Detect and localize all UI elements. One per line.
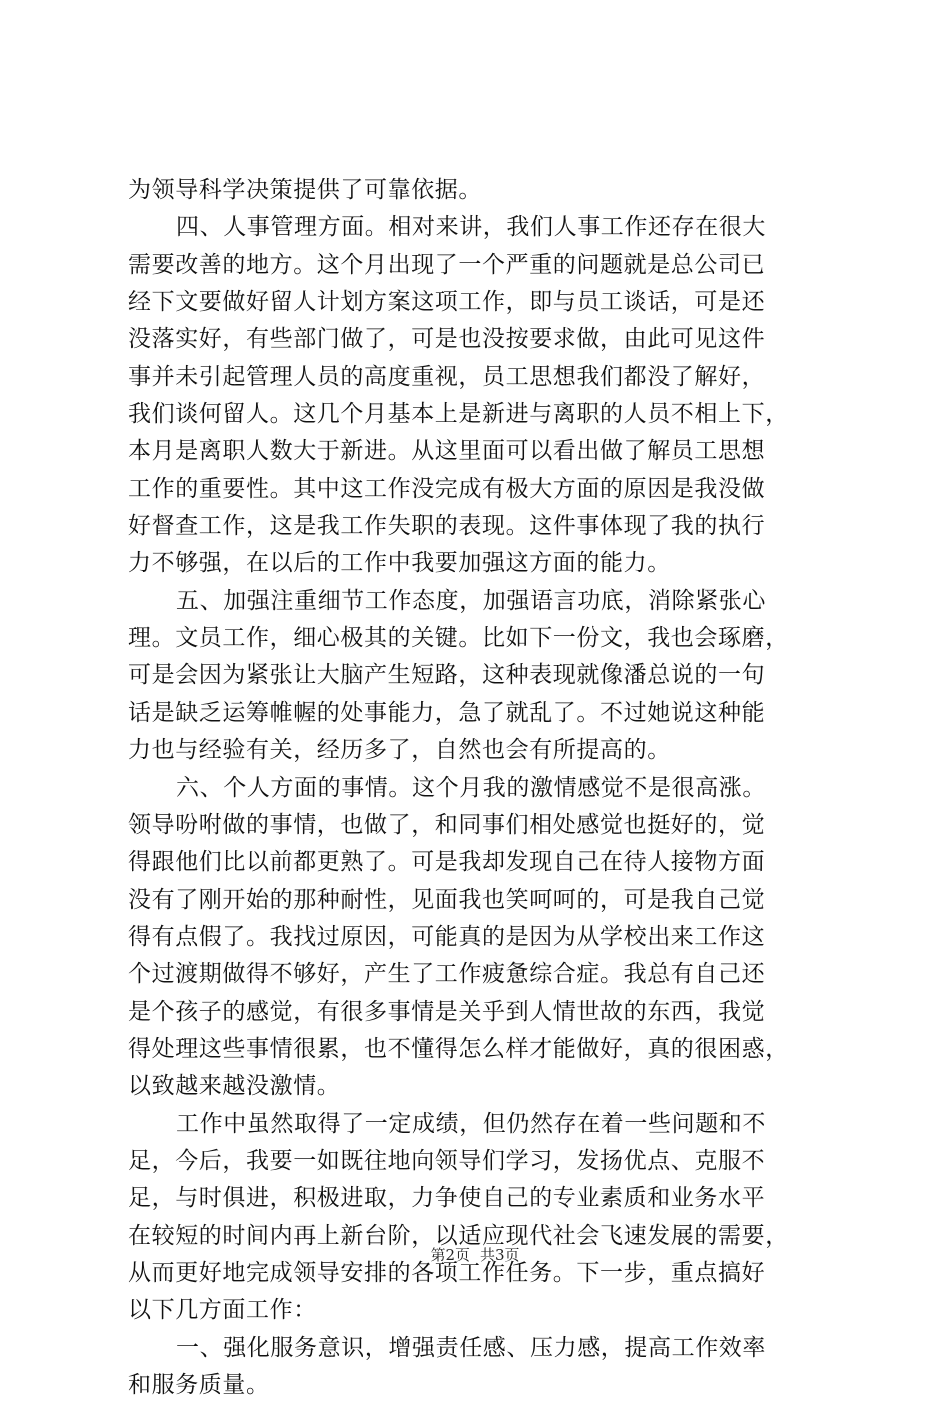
text-line: 事并未引起管理人员的高度重视，员工思想我们都没了解好， (128, 363, 766, 390)
text-line: 得跟他们比以前都更熟了。可是我却发现自己在待人接物方面 (128, 849, 766, 876)
text-line: 需要改善的地方。这个月出现了一个严重的问题就是总公司已 (128, 251, 766, 278)
text-line: 得处理这些事情很累，也不懂得怎么样才能做好，真的很困惑， (128, 1035, 789, 1062)
text-line: 六、个人方面的事情。这个月我的激情感觉不是很高涨。 (176, 774, 766, 801)
text-line: 四、人事管理方面。相对来讲，我们人事工作还存在很大 (176, 214, 766, 241)
text-line: 五、加强注重细节工作态度，加强语言功底，消除紧张心 (176, 587, 766, 614)
text-line: 足，今后，我要一如既往地向领导们学习，发扬优点、克服不 (128, 1147, 766, 1174)
text-line: 本月是离职人数大于新进。从这里面可以看出做了解员工思想 (128, 438, 766, 465)
text-line: 从而更好地完成领导安排的各项工作任务。下一步，重点搞好 (128, 1259, 766, 1286)
text-line: 以致越来越没激情。 (128, 1073, 341, 1100)
text-line: 个过渡期做得不够好，产生了工作疲惫综合症。我总有自己还 (128, 961, 766, 988)
text-line: 以下几方面工作： (128, 1297, 317, 1324)
text-line: 话是缺乏运筹帷幄的处事能力，急了就乱了。不过她说这种能 (128, 699, 766, 726)
text-line: 是个孩子的感觉，有很多事情是关乎到人情世故的东西，我觉 (128, 998, 766, 1025)
text-line: 经下文要做好留人计划方案这项工作，即与员工谈话，可是还 (128, 289, 766, 316)
text-line: 没有了刚开始的那种耐性，见面我也笑呵呵的，可是我自己觉 (128, 886, 766, 913)
text-line: 领导吩咐做的事情，也做了，和同事们相处感觉也挺好的，觉 (128, 811, 766, 838)
text-line: 工作的重要性。其中这工作没完成有极大方面的原因是我没做 (128, 475, 766, 502)
text-line: 好督查工作，这是我工作失职的表现。这件事体现了我的执行 (128, 513, 766, 540)
text-line: 力不够强，在以后的工作中我要加强这方面的能力。 (128, 550, 671, 577)
text-line: 没落实好，有些部门做了，可是也没按要求做，由此可见这件 (128, 326, 766, 353)
text-line: 工作中虽然取得了一定成绩，但仍然存在着一些问题和不 (176, 1110, 766, 1137)
text-line: 我们谈何留人。这几个月基本上是新进与离职的人员不相上下， (128, 401, 789, 428)
text-line: 为领导科学决策提供了可靠依据。 (128, 177, 482, 203)
text-line: 可是会因为紧张让大脑产生短路，这种表现就像潘总说的一句 (128, 662, 766, 689)
page-total: 共3页 (480, 1246, 520, 1264)
document-body (128, 172, 838, 1404)
page-footer (0, 1245, 950, 1265)
text-line: 在较短的时间内再上新台阶，以适应现代社会飞速发展的需要， (128, 1222, 789, 1249)
text-line: 和服务质量。 (128, 1372, 270, 1398)
text-line: 足，与时俱进，积极进取，力争使自己的专业素质和业务水平 (128, 1185, 766, 1212)
text-line: 一、强化服务意识，增强责任感、压力感，提高工作效率 (176, 1334, 766, 1361)
text-line: 得有点假了。我找过原因，可能真的是因为从学校出来工作这 (128, 923, 766, 950)
text-line: 力也与经验有关，经历多了，自然也会有所提高的。 (128, 737, 671, 764)
page-number: 第2页 (430, 1246, 470, 1264)
text-line: 理。文员工作，细心极其的关键。比如下一份文，我也会琢磨， (128, 625, 789, 652)
